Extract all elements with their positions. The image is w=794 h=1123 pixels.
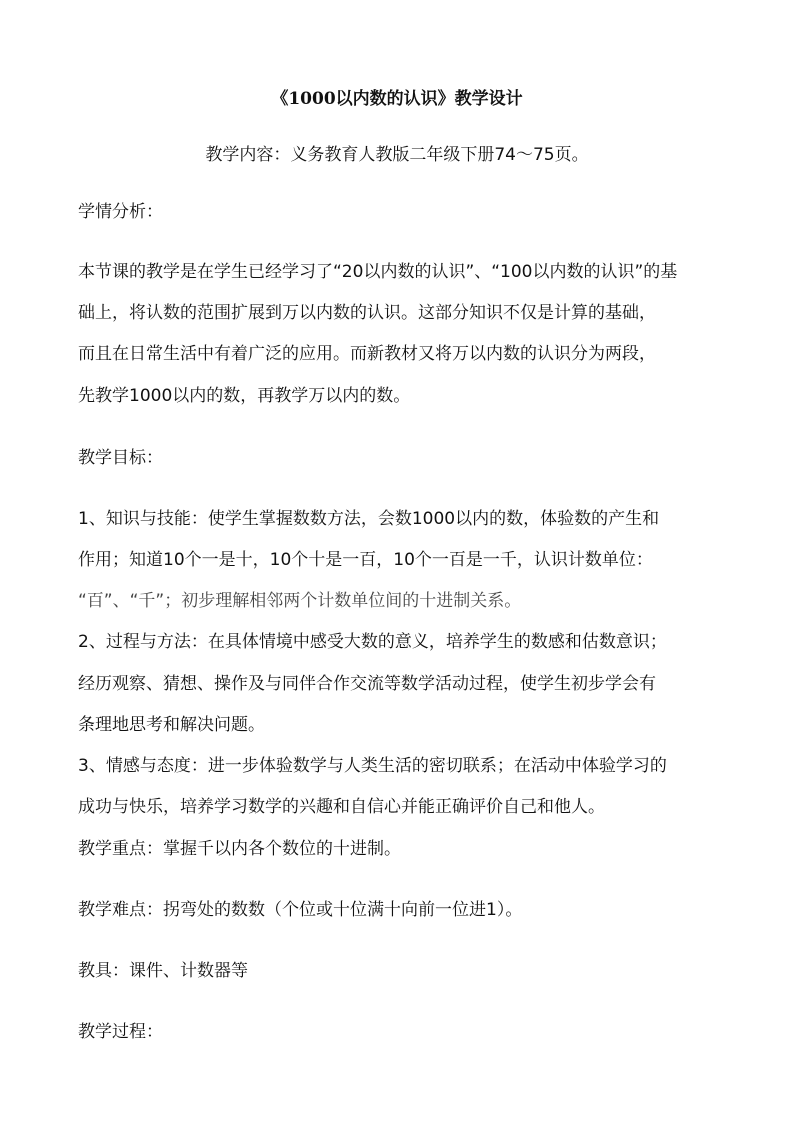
difficulty: 教学难点：拐弯处的数数（个位或十位满十向前一位进1）。	[78, 900, 523, 920]
goal-1-line: “百”、“千”；初步理解相邻两个计数单位间的十进制关系。	[78, 591, 522, 611]
goals-heading: 教学目标：	[78, 448, 163, 468]
goal-2-line: 2、过程与方法：在具体情境中感受大数的意义，培养学生的数感和估数意识；	[78, 632, 667, 652]
goal-1-line: 作用；知道10个一是十，10个十是一百，10个一百是一千，认识计数单位：	[78, 550, 653, 570]
analysis-line: 本节课的教学是在学生已经学习了“20以内数的认识”、“100以内数的认识”的基	[78, 262, 678, 282]
goal-3-line: 3、情感与态度：进一步体验数学与人类生活的密切联系；在活动中体验学习的	[78, 756, 667, 776]
key-point: 教学重点：掌握千以内各个数位的十进制。	[78, 839, 401, 859]
analysis-line: 而且在日常生活中有着广泛的应用。而新教材又将万以内数的认识分为两段，	[78, 344, 656, 364]
goal-1-line: 1、知识与技能：使学生掌握数数方法，会数1000以内的数，体验数的产生和	[78, 509, 660, 529]
teaching-tools: 教具：课件、计数器等	[78, 961, 248, 981]
goal-2-line: 经历观察、猜想、操作及与同伴合作交流等数学活动过程，使学生初步学会有	[78, 674, 656, 694]
analysis-heading: 学情分析：	[78, 202, 163, 222]
analysis-line: 先教学1000以内的数，再教学万以内的数。	[78, 386, 411, 406]
teaching-content: 教学内容：义务教育人教版二年级下册74～75页。	[205, 145, 589, 165]
goal-3-line: 成功与快乐，培养学习数学的兴趣和自信心并能正确评价自己和他人。	[78, 797, 605, 817]
process-heading: 教学过程：	[78, 1022, 163, 1042]
document-title: 《1000以内数的认识》教学设计	[271, 89, 523, 109]
analysis-line: 础上，将认数的范围扩展到万以内数的认识。这部分知识不仅是计算的基础，	[78, 303, 656, 323]
goal-2-line: 条理地思考和解决问题。	[78, 715, 265, 735]
